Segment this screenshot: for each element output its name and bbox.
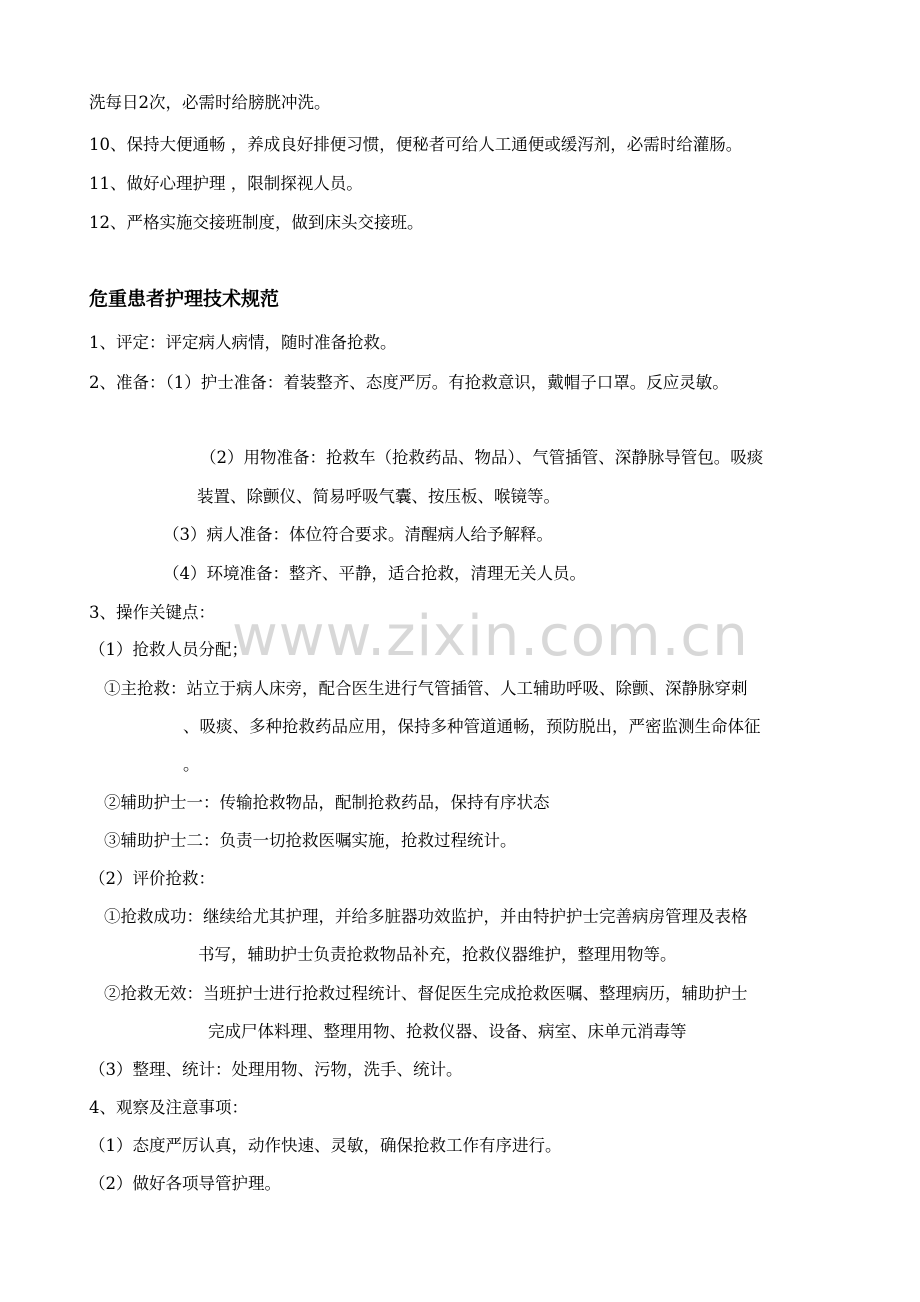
text-line: ①抢救成功：继续给尤其护理，并给多脏器功效监护，并由特护护士完善病房管理及表格 [104, 907, 748, 926]
section-title: 危重患者护理技术规范 [89, 288, 280, 310]
text-line: （4）环境准备：整齐、平静，适合抢救，清理无关人员。 [163, 564, 586, 583]
text-line: 2、准备：（1）护士准备：着装整齐、态度严厉。有抢救意识，戴帽子口罩。反应灵敏。 [89, 373, 729, 392]
text-line: 书写，辅助护士负责抢救物品补充，抢救仪器维护，整理用物等。 [198, 945, 677, 964]
text-line: （2）做好各项导管护理。 [89, 1174, 281, 1193]
text-line: （2）评价抢救： [89, 869, 215, 888]
text-line: （3）病人准备：体位符合要求。清醒病人给予解释。 [163, 525, 553, 544]
text-line: （1）态度严厉认真，动作快速、灵敏，确保抢救工作有序进行。 [89, 1136, 562, 1155]
text-line: （3）整理、统计：处理用物、污物，洗手、统计。 [89, 1060, 463, 1079]
text-line: ②抢救无效：当班护士进行抢救过程统计、督促医生完成抢救医嘱、整理病历，辅助护士 [104, 984, 748, 1003]
text-line: 10、保持大便通畅 ，养成良好排便习惯，便秘者可给人工通便或缓泻剂，必需时给灌肠。 [89, 135, 743, 154]
text-line: ③辅助护士二：负责一切抢救医嘱实施，抢救过程统计。 [104, 831, 517, 850]
text-line: 3、操作关键点： [89, 603, 215, 622]
text-line: 洗每日2次，必需时给膀胱冲洗。 [89, 93, 331, 112]
text-line: 12、严格实施交接班制度，做到床头交接班。 [89, 213, 424, 232]
text-line: 。 [183, 755, 200, 774]
text-line: ②辅助护士一：传输抢救物品，配制抢救药品，保持有序状态 [104, 793, 550, 812]
watermark-text: www.zixin.com.cn [232, 604, 749, 669]
text-line: 11、做好心理护理 ，限制探视人员。 [89, 174, 363, 193]
text-line: ①主抢救：站立于病人床旁，配合医生进行气管插管、人工辅助呼吸、除颤、深静脉穿刺 [104, 679, 748, 698]
text-line: 、吸痰、多种抢救药品应用，保持多种管道通畅，预防脱出，严密监测生命体征 [183, 717, 761, 736]
text-line: （1）抢救人员分配； [89, 640, 248, 659]
text-line: 1、评定：评定病人病情，随时准备抢救。 [89, 333, 397, 352]
text-line: 装置、除颤仪、简易呼吸气囊、按压板、喉镜等。 [197, 487, 560, 506]
text-line: 完成尸体料理、整理用物、抢救仪器、设备、病室、床单元消毒等 [208, 1022, 687, 1041]
text-line: （2）用物准备：抢救车（抢救药品、物品）、气管插管、深静脉导管包。吸痰 [200, 448, 764, 467]
text-line: 4、观察及注意事项： [89, 1098, 248, 1117]
